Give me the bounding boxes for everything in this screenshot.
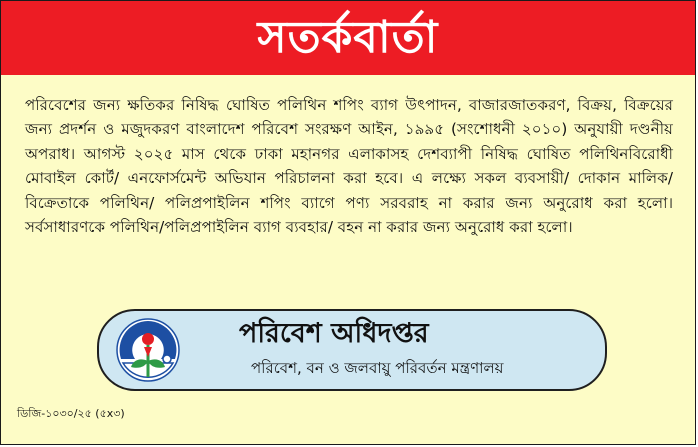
notice-body-text: পরিবেশের জন্য ক্ষতিকর নিষিদ্ধ ঘোষিত পলিথিন শপিং ব্যাগ উৎপাদন, বাজারজাতকরণ, বিক্রয়, বিক্রয়ের জন্য প্রদর্শন ও মজুদকরণ বাংলাদেশ পরিবেশ সংরক্ষণ আইন, ১৯৯৫ (সংশোধনী ২০১০) অনুযায়ী দণ্ডনীয় অপরাধ। আগস্ট ২০২৫ মাস থেকে ঢাকা মহানগর এলাকাসহ দেশব্যাপী নিষিদ্ধ ঘোষিত পলিথিনবিরোধী মোবাইল কোর্ট/ এনফোর্সমেন্ট অভিযান পরিচালনা করা হবে। এ লক্ষ্যে সকল ব্যবসায়ী/ দোকান মালিক/ বিক্রেতাকে পলিথিন/ পলিপ্রপাইলিন শপিং ব্যাগে পণ্য সরবরাহ না করার জন্য অনুরোধ করা হলো। সর্বসাধারণকে পলিথিন/পলিপ্রপাইলিন ব্যাগ ব্যবহার/ বহন না করার জন্য অনুরোধ করা হলো।: [25, 96, 673, 237]
department-panel: [97, 309, 607, 391]
ministry-name: পরিবেশ, বন ও জলবায়ু পরিবর্তন মন্ত্রণালয়: [251, 359, 504, 377]
headline-banner: [1, 1, 695, 75]
notice-headline: সতর্কবার্তা: [257, 12, 439, 63]
department-name: পরিবেশ অধিদপ্তর: [239, 318, 429, 349]
department-logo-icon: [115, 317, 181, 383]
reference-code: ডিজি-১০৩০/২৫ (৫x৩): [17, 407, 125, 420]
